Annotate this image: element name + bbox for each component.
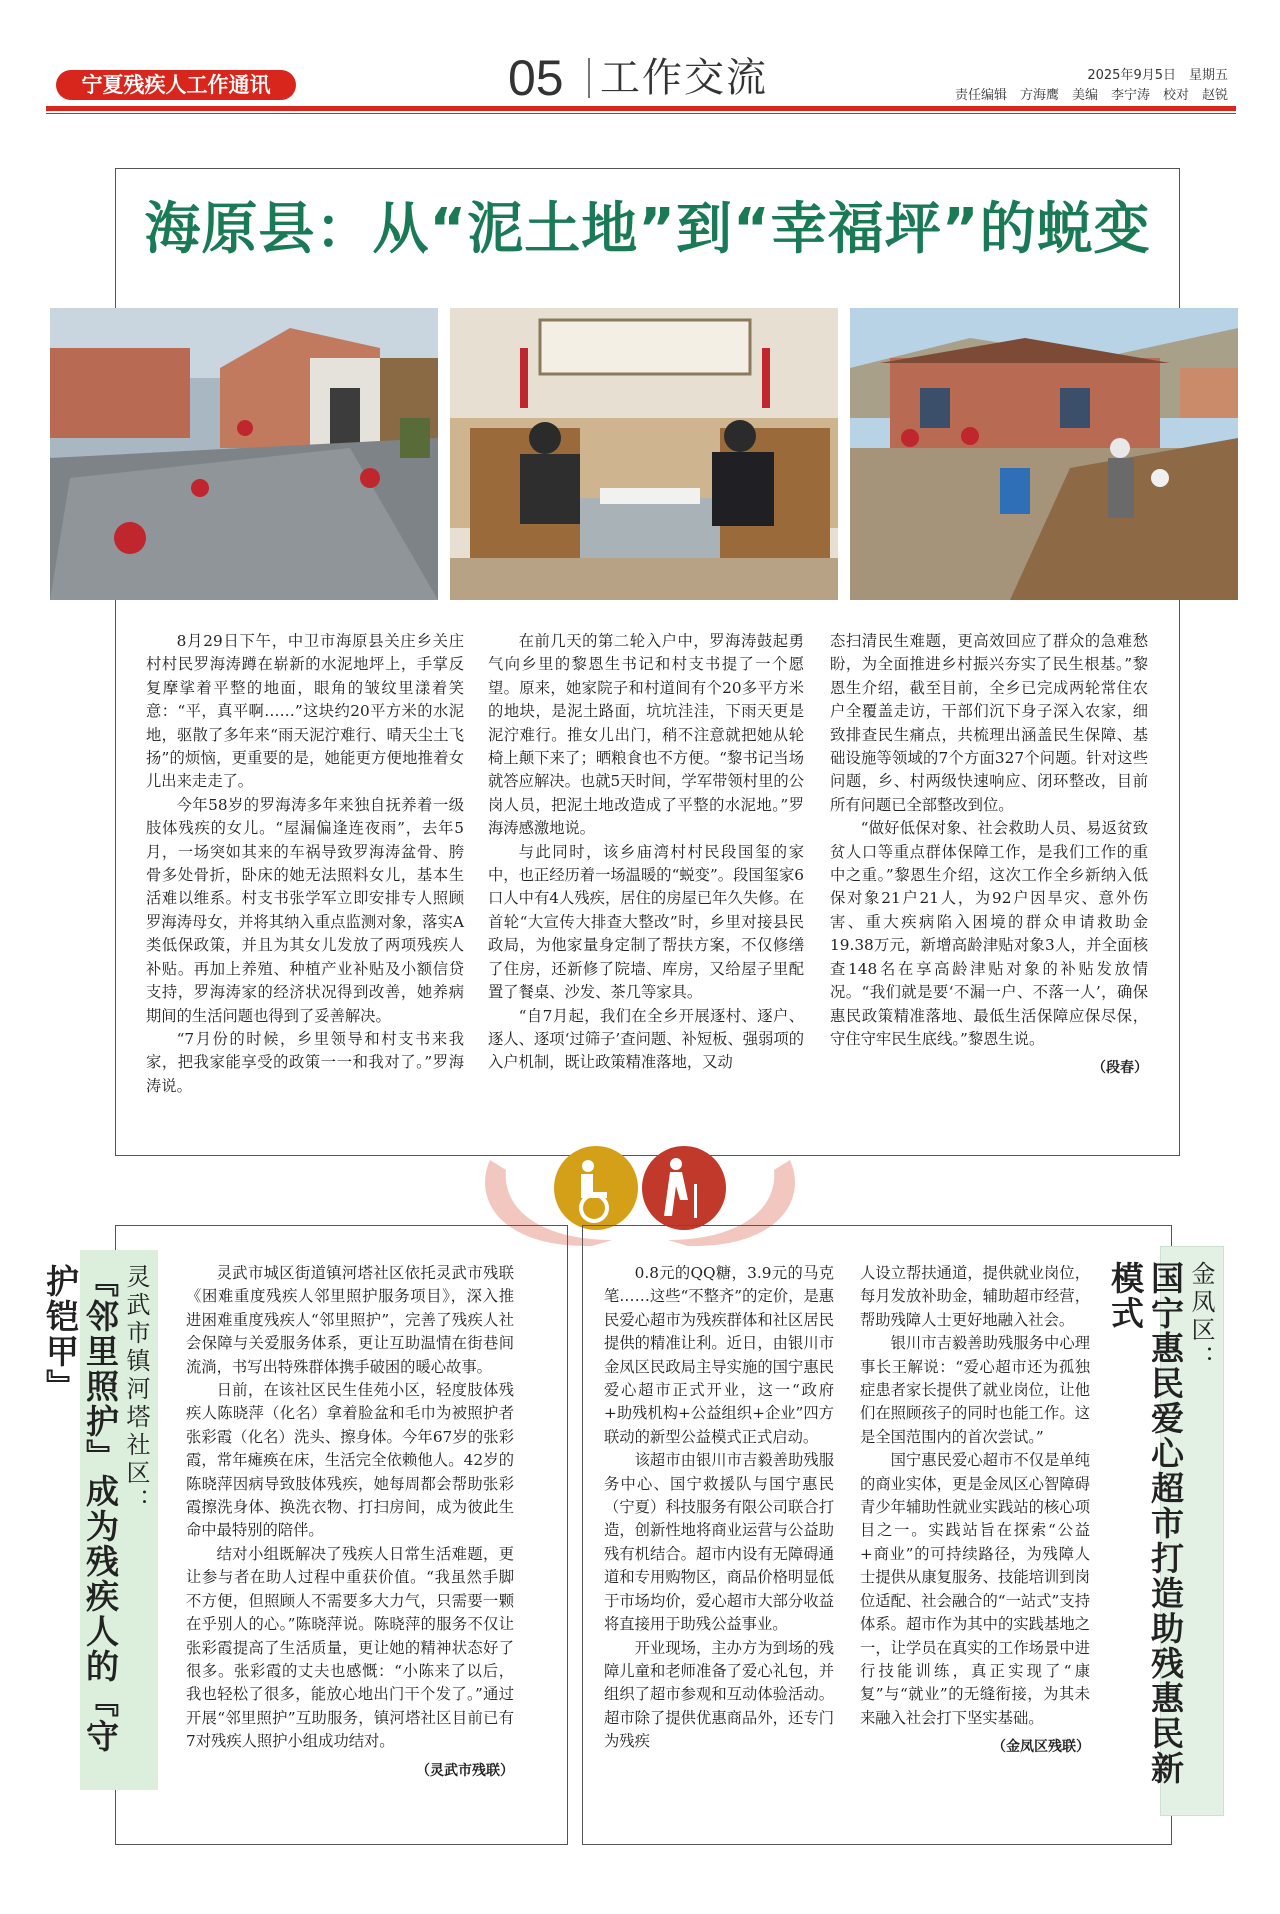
newspaper-brand: 宁夏残疾人工作通讯 — [56, 70, 296, 100]
section-title: 工作交流 — [600, 55, 768, 101]
left-article-paragraph: 灵武市城区街道镇河塔社区依托灵武市残联《困难重度残疾人邻里照护服务项目》，深入推进困难重度残疾人“邻里照护”，完善了残疾人社会保障与关爱服务体系，更让互助温情在街巷间流淌，书写出特殊群体携手破困的暖心故事。 — [186, 1264, 514, 1376]
top-article-column-3 — [830, 630, 1148, 1081]
right-article-paragraph: 开业现场，主办方为到场的残障儿童和老师准备了爱心礼包，并组织了超市参观和互动体验活动。超市除了提供优惠商品外，还专门为残疾 — [604, 1638, 834, 1751]
masthead-rule-thin — [46, 113, 1236, 114]
right-article-paragraph: 国宁惠民爱心超市不仅是单纯的商业实体，更是金凤区心智障碍青少年辅助性就业实践站的核心项目之一。实践站旨在探索“公益+商业”的可持续路径，为残障人士提供从康复服务、技能培训到岗位适配、社会融合的“一站式”支持体系。超市作为其中的实践基地之一，让学员在真实的工作场景中进行技能训练，真正实现了“康复”与“就业”的无缝衔接，为其未来融入社会打下坚实基础。 — [860, 1451, 1090, 1727]
top-article-paragraph: 在前几天的第二轮入户中，罗海涛鼓起勇气向乡里的黎恩生书记和村支书提了一个愿望。原来，她家院子和村道间有个20多平方米的地块，是泥土路面，坑坑洼洼，下雨天更是泥泞难行。推女儿出门，稍不注意就把她从轮椅上颠下来了；晒粮食也不方便。“黎书记当场就答应解决。也就5天时间，学军带领村里的公岗人员，把泥土地改造成了平整的水泥地。”罗海涛感激地说。 — [488, 632, 804, 838]
right-article-byline: （金凤区残联） — [992, 1739, 1090, 1756]
right-article-column-2 — [860, 1262, 1090, 1760]
left-article-paragraph: 日前，在该社区民生佳苑小区，轻度肢体残疾人陈晓萍（化名）拿着脸盆和毛巾为被照护者张彩霞（化名）洗头、擦身体。今年67岁的张彩霞，常年瘫痪在床，生活完全依赖他人。42岁的陈晓萍因病导致肢体残疾，她每周都会帮助张彩霞擦洗身体、换洗衣物、打扫房间，成为彼此生命中最特别的陪伴。 — [186, 1381, 514, 1540]
right-article-title-block — [1106, 1246, 1224, 1816]
top-article-paragraph: 今年58岁的罗海涛多年来独自抚养着一级肢体残疾的女儿。“屋漏偏逢连夜雨”，去年5月，一场突如其来的车祸导致罗海涛盆骨、胯骨多处骨折，卧床的她无法照料女儿，基本生活难以维系。村支书张学军立即安排专人照顾罗海涛母女，并将其纳入重点监测对象，落实A类低保政策，并且为其女儿发放了两项残疾人补贴。再加上养殖、种植产业补贴及小额信贷支持，罗海涛家的经济状况得到改善，她养病期间的生活问题也得到了妥善解决。 — [146, 795, 464, 1025]
wheelchair-icon — [554, 1146, 638, 1230]
editor-credits: 责任编辑 方海鹰 美编 李宁涛 校对 赵锐 — [954, 88, 1228, 103]
top-article-paragraph: 8月29日下午，中卫市海原县关庄乡关庄村村民罗海涛蹲在崭新的水泥地坪上，手掌反复摩挲着平整的地面，眼角的皱纹里漾着笑意：“平，真平啊……”这块约20平方米的水泥地，驱散了多年来“雨天泥泞难行、晴天尘土飞扬”的烦恼，更重要的是，她能更方便地推着女儿出来走走了。 — [146, 632, 464, 791]
right-article-subtitle: 金凤区： — [1187, 1261, 1215, 1373]
left-article-title-block — [41, 1250, 158, 1790]
photo-cement-yard — [50, 308, 438, 600]
right-article-paragraph-continued: 人设立帮扶通道，提供就业岗位，每月发放补助金，辅助超市经营，帮助残障人士更好地融入社会。 — [860, 1264, 1090, 1329]
right-article-paragraph: 0.8元的QQ糖，3.9元的马克笔……这些“不整齐”的定价，是惠民爱心超市为残疾群体和社区居民提供的精准让利。近日，由银川市金凤区民政局主导实施的国宁惠民爱心超市正式开业，这一“政府+助残机构+公益组织+企业”四方联动的新型公益模式正式启动。 — [604, 1264, 834, 1446]
left-article-body — [186, 1262, 514, 1783]
right-article-paragraph: 银川市吉毅善助残服务中心理事长王解说：“爱心超市还为孤独症患者家长提供了就业岗位，让他们在照顾孩子的同时也能工作。这是全国范围内的首次尝试。” — [860, 1334, 1090, 1446]
top-article-headline: 海原县：从“泥土地”到“幸福坪”的蜕变 — [144, 197, 1151, 262]
left-article-byline: （灵武市残联） — [416, 1762, 514, 1779]
top-article-paragraph: “自7月起，我们在全乡开展逐村、逐户、逐人、逐项‘过筛子’查问题、补短板、强弱项的入户机制，既让政策精准落地，又动 — [488, 1006, 804, 1072]
right-article-column-1 — [604, 1262, 834, 1754]
left-article-title: 『邻里照护』成为残疾人的『守护铠甲』 — [41, 1264, 120, 1754]
top-article-column-1 — [146, 630, 464, 1098]
photo-home-visit — [450, 308, 838, 600]
masthead — [0, 0, 1280, 118]
elder-with-cane-icon — [642, 1146, 726, 1230]
issue-date: 2025年9月5日 星期五 — [1087, 68, 1228, 83]
masthead-rule — [46, 106, 1236, 111]
right-article-paragraph: 该超市由银川市吉毅善助残服务中心、国宁救援队与国宁惠民（宁夏）科技服务有限公司联合打造，创新性地将商业运营与公益助残有机结合。超市内设有无障碍通道和专用购物区，商品价格明显低于市场均价，爱心超市大部分收益将直接用于助残公益事业。 — [604, 1451, 834, 1634]
top-article-paragraph-continued: 态扫清民生难题，更高效回应了群众的急难愁盼，为全面推进乡村振兴夯实了民生根基。”黎恩生介绍，截至目前，全乡已完成两轮常住农户全覆盖走访，干部们沉下身子深入农家，细致排查民生痛点，共梳理出涵盖民生保障、基础设施等领域的7个方面327个问题。针对这些问题，乡、村两级快速响应、闭环整改，目前所有问题已全部整改到位。 — [830, 632, 1148, 814]
top-article-byline: （段春） — [1092, 1060, 1148, 1077]
left-article-subtitle: 灵武市镇河塔社区： — [122, 1264, 150, 1516]
photo-village-work — [850, 308, 1238, 600]
right-article-title: 国宁惠民爱心超市打造助残惠民新模式 — [1106, 1261, 1185, 1786]
top-article-paragraph: “7月份的时候，乡里领导和村支书来我家，把我家能享受的政策一一和我对了。”罗海涛说。 — [146, 1029, 464, 1095]
page-number: 05 — [508, 50, 564, 106]
masthead-divider — [588, 58, 590, 98]
top-article-paragraph: 与此同时，该乡庙湾村村民段国玺的家中，也正经历着一场温暖的“蜕变”。段国玺家6口人中有4人残疾，居住的房屋已年久失修。在首轮“大宣传大排查大整改”时，乡里对接县民政局，为他家量身定制了帮扶方案，不仅修缮了住房，还新修了院墙、库房，又给屋子里配置了餐桌、沙发、茶几等家具。 — [488, 842, 805, 1002]
top-article-paragraph: “做好低保对象、社会救助人员、易返贫致贫人口等重点群体保障工作，是我们工作的重中之重。”黎恩生介绍，这次工作全乡新纳入低保对象21户21人，为92户因旱灾、意外伤害、重大疾病陷入困境的群众申请救助金19.38万元，新增高龄津贴对象3人，并全面核查148名在享高龄津贴对象的补贴发放情况。“我们就是要‘不漏一户、不落一人’，确保惠民政策精准落地、最低生活保障应保尽保，守住守牢民生底线。”黎恩生说。 — [830, 819, 1148, 1048]
left-article-paragraph: 结对小组既解决了残疾人日常生活难题，更让参与者在助人过程中重获价值。“我虽然手脚不方便，但照顾人不需要多大力气，只需要一颗在乎别人的心。”陈晓萍说。陈晓萍的服务不仅让张彩霞提高了生活质量，更让她的精神状态好了很多。张彩霞的丈夫也感慨：“小陈来了以后，我也轻松了很多，能放心地出门干个发了。”通过开展“邻里照护”互助服务，镇河塔社区目前已有7对残疾人照护小组成功结对。 — [186, 1544, 514, 1751]
top-article-column-2 — [488, 630, 804, 1075]
